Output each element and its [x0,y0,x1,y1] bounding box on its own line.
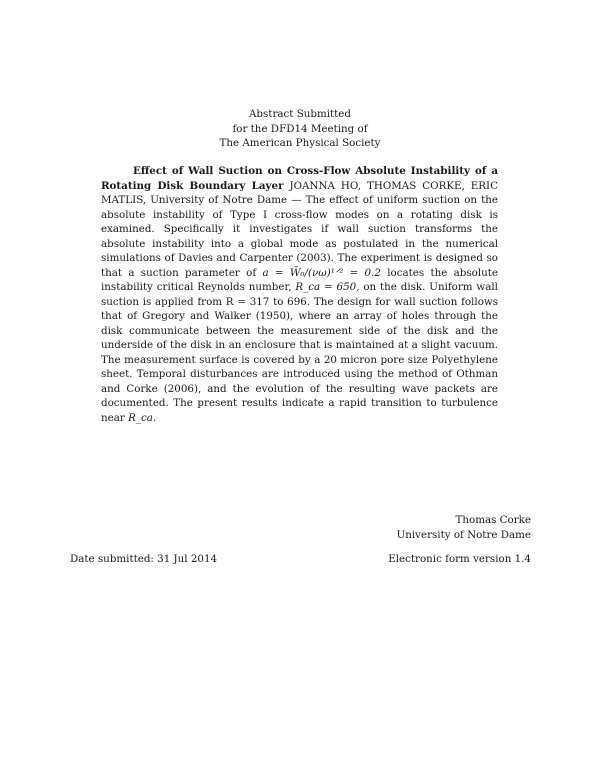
signature-name: Thomas Corke [455,514,531,526]
submission-header [0,107,600,151]
form-version: Electronic form version 1.4 [388,553,531,565]
final-reynolds-expression: R_ca. [128,411,157,424]
header-line-1: Abstract Submitted [249,108,351,120]
abstract-authors: JOANNA HO, THOMAS CORKE, ERIC MATLIS, [101,179,498,206]
signature-block [397,513,531,542]
reynolds-number-expression: R_ca = 650, [295,281,360,293]
abstract-text-part-2: locates the absolute instability critical Reynolds number, [101,266,498,293]
header-line-2: for the DFD14 Meeting of [232,122,368,135]
abstract-text-part-1: The effect of uniform suction on the absolute instability of Type I cross-flow modes on a rotating disk is examined. Specifically it investigates if wall suction transforms the absolute instability into a global mode as postulated in the numerical simulations of Davies and Carpenter (2003). The experiment is designed so that a suction parameter of [101,194,498,279]
abstract-text-part-3: on the disk. Uniform wall suction is applied from R = 317 to 696. The design for wall suction follows that of Gregory and Walker (1950), where an array of holes through the disk communicate between the measurement side of the disk and the underside of the disk in an enclosure that is maintained at a slight vacuum. The measurement surface is covered by a 20 micron pore size Polyethylene sheet. Temporal disturbances are introduced using the method of Othman and Corke (2006), and the evolution of the resulting wave packets are documented. The present results indicate a rapid transition to turbulence near [101,281,498,424]
suction-parameter-expression: a = W̄₀/(νω)¹ᐟ² = 0.2 [262,266,381,279]
header-line-3: The American Physical Society [219,137,381,149]
abstract-separator: — [287,194,306,206]
abstract-affiliation: University of Notre Dame [150,194,288,206]
abstract-title: Effect of Wall Suction on Cross-Flow Absolute Instability of a Rotating Disk Boundary Layer [101,165,498,192]
abstract-body [101,164,498,425]
date-submitted: Date submitted: 31 Jul 2014 [70,553,218,565]
signature-institution: University of Notre Dame [396,528,531,541]
